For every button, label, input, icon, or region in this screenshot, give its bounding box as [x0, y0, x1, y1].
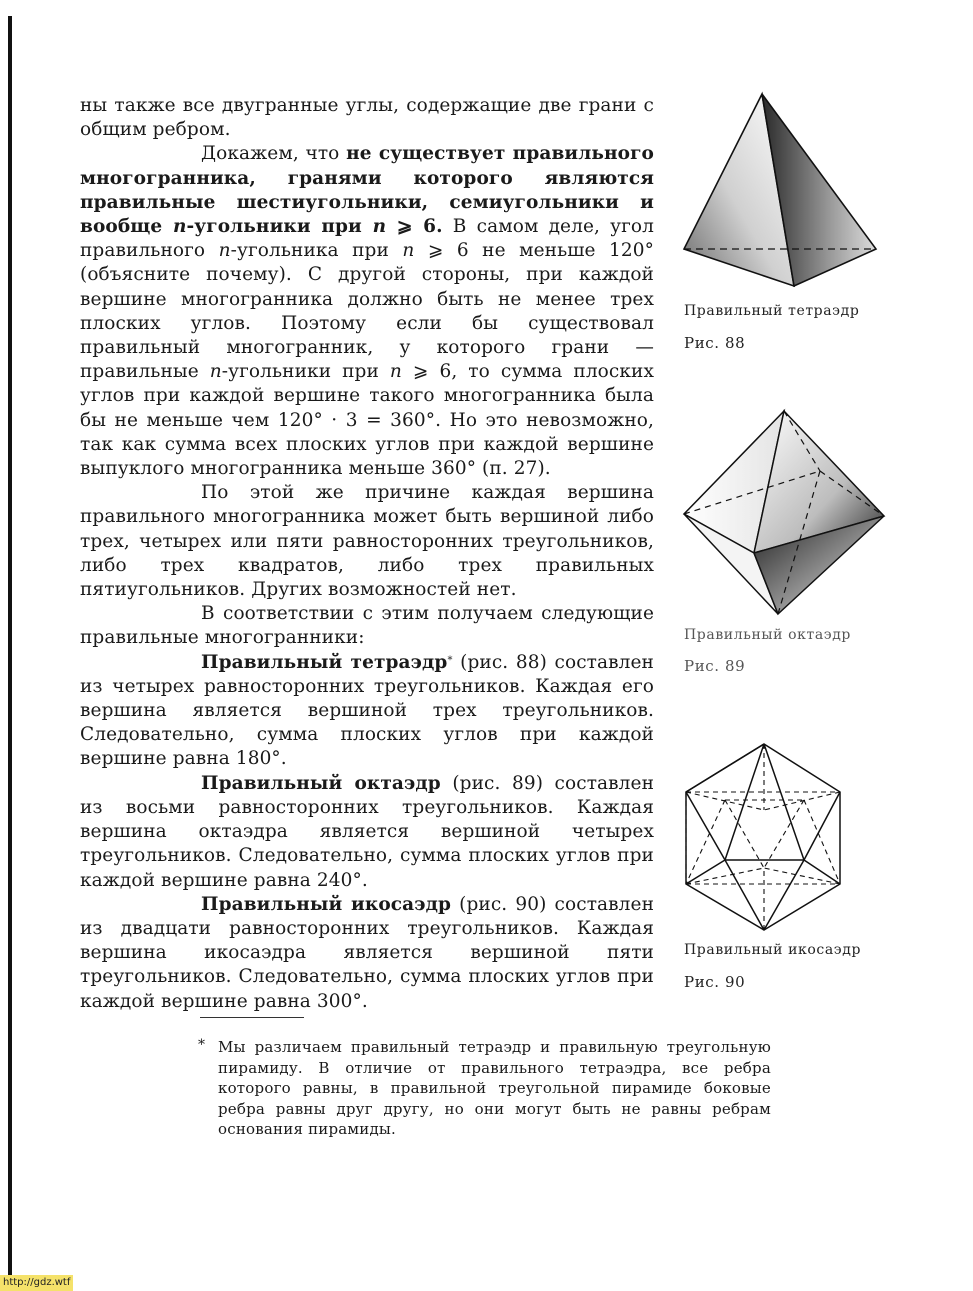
tetrahedron-drawing — [680, 90, 880, 290]
paragraph-icosahedron — [80, 893, 654, 1014]
number-fig90: Рис. 90 — [684, 973, 746, 991]
octahedron-drawing — [680, 405, 890, 620]
proof-text: В самом деле, угол правильного — [80, 216, 654, 262]
footnote-divider — [200, 1017, 304, 1018]
figure-icosahedron — [680, 740, 850, 935]
term-octahedron: Правильный октаэдр — [201, 772, 441, 794]
octahedron-text: (рис. 89) составлен из восьми равносторонних треугольников. Каждая вершина октаэдра является вершиной четырех треугольников. Следовательно, сумма плоских углов при каждой вершине равна 240°. — [80, 772, 655, 891]
theorem-statement-3: ⩾ 6. — [386, 216, 443, 238]
icosahedron-text: (рис. 90) составлен из двадцати равносторонних треугольников. Каждая вершина икосаэдра является вершиной пяти треугольников. Следовательно, сумма плоских углов при каждой вершине равна 300°. — [80, 893, 655, 1012]
proof-text: ⩾ 6 не меньше 120° (объясните почему). С другой стороны, при каждой вершине многогранника должно быть не менее трех плоских углов. Поэтому если бы существовал правильный многогранник, у которого грани — правильные — [80, 240, 654, 383]
var-n: n — [218, 240, 231, 262]
var-n: n — [372, 216, 387, 238]
footnote — [198, 1037, 771, 1140]
theorem-intro: Докажем, что — [201, 143, 347, 165]
proof-text: -угольника при — [230, 240, 403, 262]
proof-text: ⩾ 6, то сумма плоских углов при каждой вершине такого многогранника была бы не меньше чем 120° · 3 = 360°. Но это невозможно, так как сумма всех плоских углов при каждой вершине выпуклого многогранника меньше 360° (п. 27). — [80, 361, 654, 480]
watermark-link[interactable]: http://gdz.wtf — [0, 1275, 73, 1291]
paragraph-vertex-reason: По этой же причине каждая вершина правильного многогранника может быть вершиной либо трех, четырех или пяти равносторонних треугольников, либо трех квадратов, либо трех правильных пятиугольников. Других возможностей нет. — [80, 482, 654, 601]
number-fig88: Рис. 88 — [684, 334, 746, 352]
footnote-marker: * — [447, 654, 453, 666]
paragraph-theorem — [80, 142, 654, 481]
var-n: n — [209, 361, 222, 383]
number-fig89: Рис. 89 — [684, 657, 746, 675]
proof-text: -угольники при — [221, 361, 390, 383]
paragraph-tetrahedron — [80, 651, 654, 772]
caption-fig89: Правильный октаэдр — [684, 627, 851, 643]
footnote-text: Мы различаем правильный тетраэдр и правильную треугольную пирамиду. В отличие от правильного тетраэдра, все ребра которого равны, в правильной треугольной пирамиде боковые ребра равны друг другу, но они могут быть не равны ребрам основания пирамиды. — [218, 1038, 771, 1139]
tetrahedron-text: (рис. 88) составлен из четырех равносторонних треугольников. Каждая его вершина является вершиной трех треугольников. Следовательно, сумма плоских углов при каждой вершине равна 180°. — [80, 651, 654, 770]
term-icosahedron: Правильный икосаэдр — [201, 893, 452, 915]
caption-fig88: Правильный тетраэдр — [684, 303, 860, 319]
theorem-statement: не существует правильного многогранника, гранями которого являются правильные шестиугольники, семиугольники и вообще — [80, 143, 654, 238]
main-text-column — [80, 94, 654, 1014]
footnote-star: * — [198, 1037, 206, 1053]
theorem-statement-2: -угольники при — [186, 216, 373, 238]
var-n: n — [172, 216, 187, 238]
paragraph-continuation: ны также все двугранные углы, содержащие две грани с общим ребром. — [80, 95, 654, 141]
var-n: n — [402, 240, 415, 262]
term-tetrahedron: Правильный тетраэдр — [201, 651, 448, 673]
paragraph-octahedron — [80, 772, 654, 893]
page-left-border — [8, 16, 12, 1278]
icosahedron-drawing — [680, 740, 850, 935]
var-n: n — [389, 361, 402, 383]
figure-octahedron — [680, 405, 890, 620]
paragraph-list-intro: В соответствии с этим получаем следующие правильные многогранники: — [80, 603, 654, 649]
caption-fig90: Правильный икосаэдр — [684, 942, 862, 958]
figure-tetrahedron — [680, 90, 880, 290]
